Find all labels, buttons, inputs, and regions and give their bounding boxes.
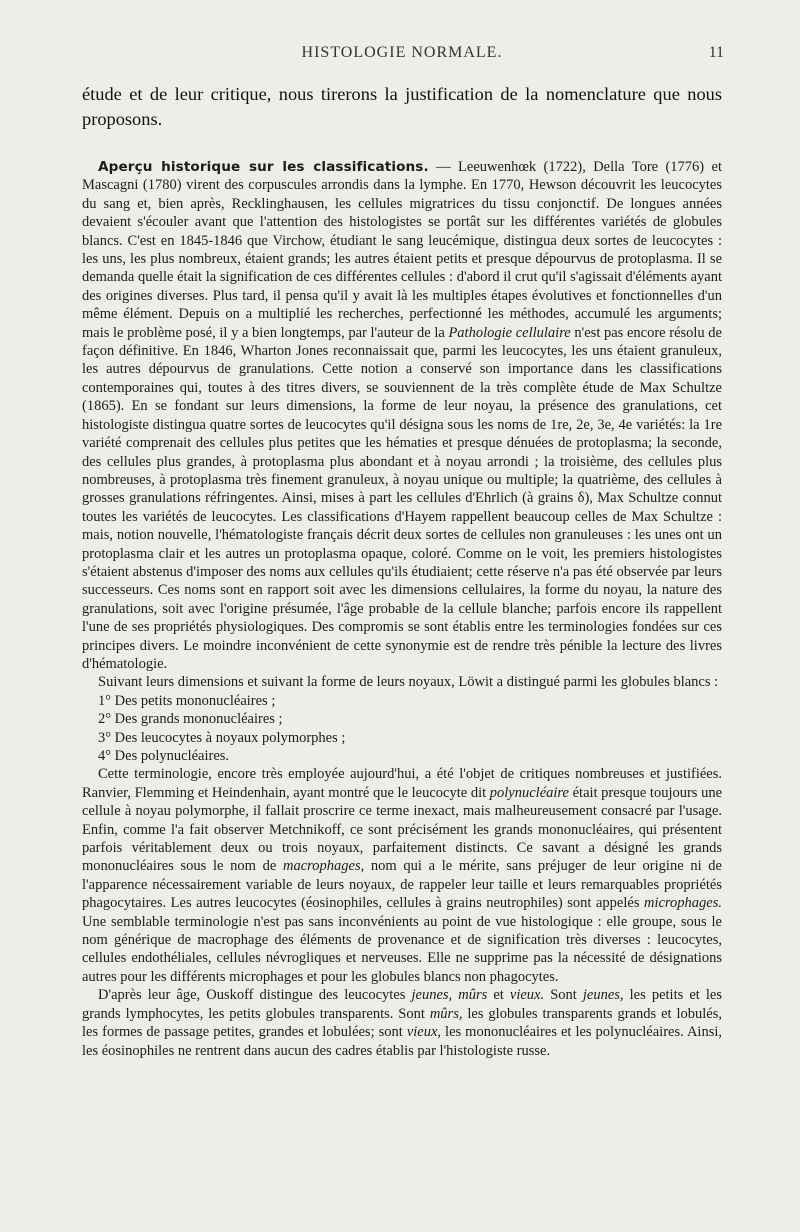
paragraph-ouskoff [82, 986, 722, 1060]
paragraph-text: D'après leur âge, Ouskoff distingue des leucocytes [98, 987, 412, 1004]
paragraph-text: les mononucléaires et les polynucléaires. Ainsi, les éosinophiles ne rentrent dans aucun des cadres établis par l'histologiste russe. [82, 1024, 722, 1059]
italic-term: polynucléaire [489, 784, 569, 801]
paragraph-text: était presque toujours une cellule à noyau polymorphe, il fallait proscrire ce terme inexact, mais malheureusement consacré par l'usage. Enfin, comme l'a fait observer Metchnikoff, ce sont précisément les grands mononucléaires, qui présentent parfois véritablement deux ou trois noyaux, parfaitement distincts. Ce savant a désigné les grands mononucléaires sous le nom de [82, 784, 723, 875]
italic-term: jeunes, [582, 987, 624, 1004]
italic-term: jeunes, mûrs [411, 987, 488, 1004]
list-item: 4° Des polynucléaires. [98, 748, 230, 764]
paragraph-text: — Leeuwenhœk (1722), Della Tore (1776) et Mascagni (1780) virent des corpuscules arrondis dans la lymphe. En 1770, Hewson découvrit les leucocytes du sang et, bien après, Recklinghausen, les cellules migratrices du tissu conjonctif. De longues années devaient s'écouler avant que l'attention des histologistes se portât sur les différentes variétés de globules blancs. C'est en 1845-1846 que Virchow, étudiant le sang leucémique, distingua deux sortes de leucocytes : les uns, les plus nombreux, étaient grands; les autres étaient petits et presque dépourvus de protoplasma. Il se demanda quelle était la signification de ces différentes cellules : d'abord il crut qu'il s'agissait d'éléments ayant des origines diverses. Plus tard, il pensa qu'il y avait là les multiples étapes évolutives et fonctionnelles d'un même élément. Depuis on a multiplié les recherches, perfectionné les méthodes, accumulé les arguments; mais le problème posé, il y a bien longtemps, par l'auteur de la [82, 159, 722, 341]
list-item: 2° Des grands mononucléaires ; [98, 711, 283, 728]
paragraph-terminology [82, 765, 722, 986]
italic-term: vieux. [509, 987, 545, 1004]
paragraph-text: nom qui a le mérite, sans préjuger de leur origine ni de l'apparence nécessairement variable de leurs noyaux, de rappeler leur taille et leurs remarquables propriétés phagocytaires. Les autres leucocytes (éosinophiles, cellules à grains neutrophiles) sont appelés [82, 858, 722, 912]
paragraph-text: et [487, 987, 510, 1004]
list-item: 1° Des petits mononucléaires ; [98, 692, 276, 709]
paragraph-historical-overview [82, 158, 722, 673]
paragraph-text: Sont [544, 987, 583, 1004]
lead-paragraph: étude et de leur critique, nous tirerons la justification de la nomenclature que nous proposons. [82, 84, 722, 129]
paragraph-text: n'est pas encore résolu de façon définitive. En 1846, Wharton Jones reconnaissait que, parmi les leucocytes, les uns étaient granuleux, les autres dépourvus de granulations. Cette notion a conservé son importance dans les classifications contemporaines qui, toutes à des titres divers, se souviennent de la très complète étude de Max Schultze (1865). En se fondant sur leurs dimensions, la forme de leur noyau, la présence des granulations, cet histologiste distingua quatre sortes de leucocytes qu'il désigna sous les noms de 1re, 2e, 3e, 4e variétés: la 1re variété comprenait des cellules plus petites que les hématies et presque dénuées de protoplasma; la seconde, des cellules plus grandes, à protoplasma plus abondant et à noyau arrondi ; la troisième, des cellules plus nombreuses, à protoplasma très finement granuleux, à noyau unique ou multiple; la quatrième, des cellules à grosses granulations réfringentes. Ainsi, mises à part les cellules d'Ehrlich (à grains δ), Max Schultze connut toutes les variétés de leucocytes. Les classifications d'Hayem rappellent beaucoup celles de Max Schultze : mais, notion nouvelle, l'hématologiste français décrit deux sortes de cellules non granuleuses : les unes ont un protoplasma clair et les autres un protoplasma opaque, coloré. Comme on le voit, les premiers histologistes s'étaient abstenus d'imposer des noms aux cellules qu'ils étudiaient; cette réserve n'a pas été observée par leurs successeurs. Ces noms sont en rapport soit avec les dimensions cellulaires, la forme du noyau, la nature des granulations, soit avec l'origine présumée, l'âge probable de la cellule blanche; parfois encore ils rappellent l'une de ses propriétés physiologiques. Des compromis se sont établis entre les terminologies fondées sur ces principes divers. Le moindre inconvénient de cette synonymie est de rendre très pénible la lecture des livres d'hématologie. [82, 324, 722, 672]
paragraph-text: Une semblable terminologie n'est pas sans inconvénients au point de vue histologique : elle groupe, sous le nom générique de macrophage des éléments de provenance et de signification très diverses : leucocytes, cellules endothéliales, cellules névrogliques et nerveuses. Elle ne supprime pas la nécessité de désignations autres pour les différents microphages et pour les globules blancs non phagocytes. [82, 913, 722, 985]
paragraph-text: les globules transparents grands et lobulés, les formes de passage petites, grandes et lobulées; sont [82, 1005, 722, 1041]
section-title: Aperçu historique sur les classifications. [98, 159, 429, 175]
list-item: 3° Des leucocytes à noyaux polymorphes ; [98, 729, 346, 746]
italic-term: mûrs, [429, 1005, 463, 1022]
section-body [82, 158, 722, 1060]
page-number: 11 [708, 44, 724, 61]
running-title: HISTOLOGIE NORMALE. [301, 44, 503, 61]
book-title-italic: Pathologie cellulaire [448, 324, 571, 341]
running-head [82, 44, 722, 68]
italic-term: macrophages, [283, 858, 365, 875]
italic-term: microphages. [644, 895, 722, 912]
italic-term: vieux, [406, 1024, 442, 1041]
paragraph-lowit: Suivant leurs dimensions et suivant la forme de leurs noyaux, Löwit a distingué parmi les globules blancs : [98, 674, 719, 691]
classification-list [82, 692, 722, 766]
paragraph-text: Cette terminologie, encore très employée aujourd'hui, a été l'objet de critiques nombreuses et justifiées. Ranvier, Flemming et Heindenhain, ayant montré que le leucocyte dit [82, 766, 722, 801]
paragraph-text: les petits et les grands lymphocytes, les petits globules transparents. Sont [82, 987, 722, 1022]
